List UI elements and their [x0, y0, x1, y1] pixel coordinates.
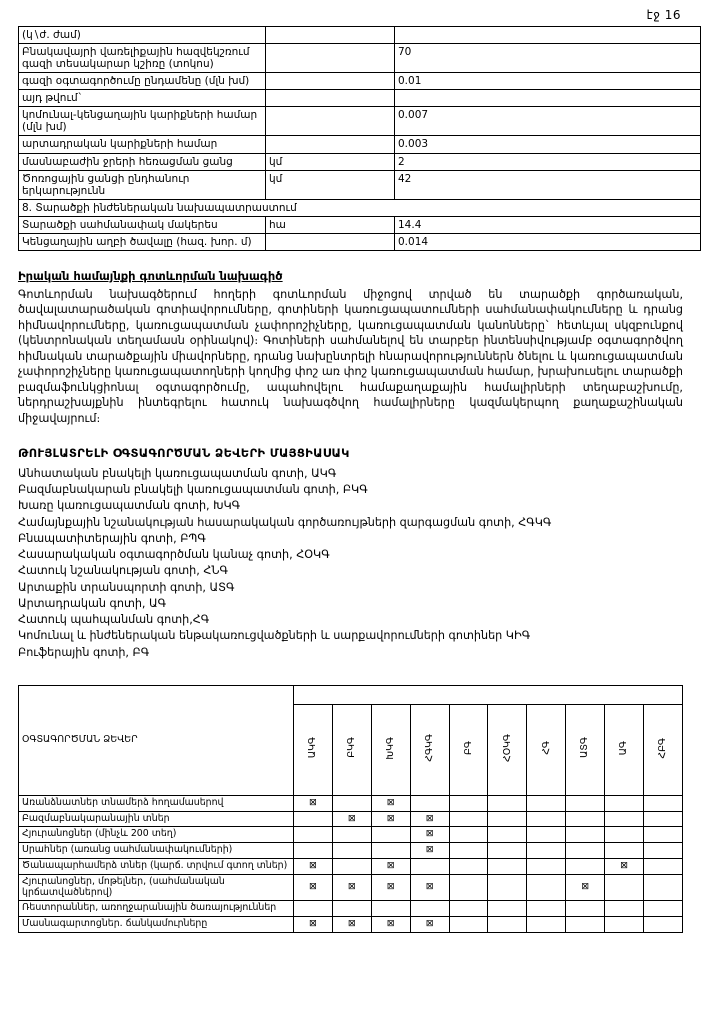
matrix-cell	[332, 827, 371, 843]
list-item: Արտադրական գոտի, ԱԳ	[18, 596, 167, 610]
matrix-cell	[410, 859, 449, 875]
table-row	[19, 859, 683, 875]
param-value: 14.4	[395, 216, 701, 233]
matrix-cell	[644, 843, 683, 859]
matrix-col-head	[332, 704, 371, 795]
param-value: 70	[395, 44, 701, 73]
param-label: Տարածքի սահմանափակ մակերես	[19, 216, 266, 233]
matrix-cell	[605, 843, 644, 859]
matrix-cell	[527, 811, 566, 827]
matrix-col-label: ԱԳ	[618, 740, 630, 755]
table-row	[19, 843, 683, 859]
param-value: 2	[395, 153, 701, 170]
param-label: Կենցաղային աղբի ծավալը (հազ. խոր. մ)	[19, 233, 266, 250]
matrix-cell	[410, 795, 449, 811]
matrix-cell	[449, 859, 488, 875]
list-item: Համայնքային նշանակության հասարակական գործառույթների զարգացման գոտի, ՀԳԿԳ	[18, 515, 552, 529]
table-row	[19, 107, 701, 136]
param-value: 0.003	[395, 136, 701, 153]
matrix-cell: ⊠	[410, 811, 449, 827]
param-unit: կմ	[266, 153, 395, 170]
matrix-cell	[527, 917, 566, 933]
matrix-cell	[449, 827, 488, 843]
param-label: Բնակավայրի վառելիքային հազվեկշռում գազի տեսակարար կշիռը (տոկոս)	[19, 44, 266, 73]
table-row	[19, 136, 701, 153]
matrix-col-label: ՀԲԳ	[657, 737, 669, 759]
matrix-col-head	[644, 704, 683, 795]
list-item: Հատուկ պահպանման գոտի,ՀԳ	[18, 613, 210, 627]
matrix-cell: ⊠	[605, 859, 644, 875]
matrix-cell	[566, 795, 605, 811]
param-value	[395, 27, 701, 44]
matrix-cell	[644, 811, 683, 827]
matrix-cell	[605, 811, 644, 827]
matrix-col-head	[488, 704, 527, 795]
matrix-row-label: Հյուրանոցներ (մինչև 200 տեղ)	[19, 827, 294, 843]
matrix-col-head	[527, 704, 566, 795]
matrix-cell: ⊠	[371, 859, 410, 875]
matrix-title-cell: ՕԳՏԱԳՈՐԾՄԱՆ ՁԵՎԵՐ	[19, 685, 294, 795]
matrix-cell: ⊠	[566, 874, 605, 901]
matrix-cell	[449, 811, 488, 827]
table-row	[19, 216, 701, 233]
matrix-cell	[566, 843, 605, 859]
matrix-header-row	[19, 685, 683, 704]
matrix-col-head	[410, 704, 449, 795]
matrix-col-label: ԲԳ	[462, 740, 474, 755]
list-item: Արտաքին տրանսպորտի գոտի, ԱՏԳ	[18, 580, 235, 594]
table-row	[19, 795, 683, 811]
matrix-cell	[605, 901, 644, 917]
table-row	[19, 901, 683, 917]
matrix-row-label: Հյուրանոցներ, մոթելներ, (սահմանական կրճատվածներով)	[19, 874, 294, 901]
list-item: Անհատական բնակելի կառուցապատման գոտի, ԱԿԳ	[18, 466, 337, 480]
param-value: 0.014	[395, 233, 701, 250]
matrix-cell	[332, 795, 371, 811]
matrix-cell	[449, 874, 488, 901]
matrix-cell: ⊠	[294, 874, 333, 901]
matrix-row-label: Սրահներ (առանց սահմանափակումների)	[19, 843, 294, 859]
param-unit: կմ	[266, 170, 395, 199]
matrix-cell	[644, 901, 683, 917]
matrix-cell: ⊠	[410, 874, 449, 901]
zoning-body-paragraph: Գոտևորման նախագծերում հողերի գոտևորման միջոցով տրված են տարածքի գործառական, ծավալատարածական գոտիավորումները, գոտիների կառուցապատումների սահմանափակումները և դրանց հիմնավորումները, կառուցապատման չափորոշիչները, կառուցապատման կանոնները` հետևյալ սկզբունքով (կենտրոնական տեղամասն օրինակով)։ Գոտիների սահմանելով են տարբեր ինտենսիվությամբ օգտագործվող հիմնական տարածքային միավորները, դրանց նախընտրելի հնարավորություններն ծնելու և կառուցապատման չափորոշիչները կառուցապատողների կողմից փոշ առ փոշ կառուցապատման համար, խրախուսելու տարածքի բազմաֆունկցիոնալ օգտագործումը, ապահովելու համաքաղաքային համալիրների տեղաբաշխումը, ներդրաշխայքնին ինտեգրելու հատուկ նախագծվող համալիրները կազմակերպող քաղաքաշինական միջավայրում։	[18, 287, 683, 425]
matrix-col-label: ԽԿԳ	[385, 736, 397, 760]
param-label: (կ∖ժ. ժամ)	[19, 27, 266, 44]
matrix-row-label: Առանձնատներ տնամերձ հողամասերով	[19, 795, 294, 811]
matrix-cell	[488, 874, 527, 901]
param-label: գազի օգտագործումը ընդամենը (մլն խմ)	[19, 73, 266, 90]
param-unit	[266, 233, 395, 250]
matrix-cell	[605, 827, 644, 843]
param-value: 42	[395, 170, 701, 199]
param-label: Ծոռոցային ցանցի ընդհանուր երկարությունն	[19, 170, 266, 199]
matrix-col-head	[294, 704, 333, 795]
list-item: Հասարակական օգտագործման կանաչ գոտի, ՀՕԿԳ	[18, 548, 330, 562]
matrix-col-label: ԱՏԳ	[579, 737, 591, 759]
matrix-cell	[644, 874, 683, 901]
table-row	[19, 874, 683, 901]
matrix-cell	[332, 901, 371, 917]
matrix-cell	[488, 859, 527, 875]
matrix-cell	[527, 843, 566, 859]
matrix-col-label: ԲԿԳ	[346, 737, 358, 759]
parameters-table	[18, 26, 701, 251]
param-section-label: 8. Տարածքի ինժեներական նախապատրաստում	[19, 199, 701, 216]
matrix-col-head	[566, 704, 605, 795]
matrix-col-label: ՀԳԿԳ	[423, 734, 435, 762]
page-number: էջ 16	[646, 8, 681, 22]
matrix-row-label: Ռեստորաններ, առողջարանային ծառայություններ	[19, 901, 294, 917]
matrix-cell	[294, 901, 333, 917]
matrix-cell	[488, 811, 527, 827]
matrix-cell	[644, 827, 683, 843]
table-row	[19, 27, 701, 44]
matrix-cell	[644, 917, 683, 933]
list-item: Բազմաբնակարան բնակելի կառուցապատման գոտի, ԲԿԳ	[18, 483, 368, 497]
table-row	[19, 153, 701, 170]
matrix-cell: ⊠	[332, 874, 371, 901]
matrix-cell	[527, 859, 566, 875]
param-unit	[266, 136, 395, 153]
matrix-cell	[566, 859, 605, 875]
matrix-cell	[449, 795, 488, 811]
matrix-cell	[449, 901, 488, 917]
matrix-cell: ⊠	[371, 795, 410, 811]
parameters-table-body	[19, 27, 701, 251]
param-label: արտադրական կարիքների համար	[19, 136, 266, 153]
table-row	[19, 170, 701, 199]
matrix-col-label: ԱԿԳ	[307, 737, 319, 759]
param-label: այդ թվում`	[19, 90, 266, 107]
matrix-cell	[566, 917, 605, 933]
table-row	[19, 73, 701, 90]
matrix-cell	[566, 811, 605, 827]
list-item: Բուֆերային գոտի, ԲԳ	[18, 645, 150, 659]
table-row	[19, 90, 701, 107]
matrix-cell	[449, 917, 488, 933]
abbreviations-list	[18, 466, 683, 661]
matrix-cell: ⊠	[294, 859, 333, 875]
param-unit	[266, 90, 395, 107]
matrix-cell	[294, 843, 333, 859]
matrix-cell	[644, 859, 683, 875]
abbreviations-title: ԹՈՒՅԼԱՏՐԵԼԻ ՕԳՏԱԳՈՐԾՄԱՆ ՁԵՎԵՐԻ ՄԱՅՑԻԱՍԱԿ	[18, 445, 350, 460]
matrix-cell	[527, 795, 566, 811]
matrix-cell	[527, 901, 566, 917]
param-unit	[266, 27, 395, 44]
matrix-cell	[566, 827, 605, 843]
matrix-cell	[371, 901, 410, 917]
matrix-cell: ⊠	[332, 811, 371, 827]
matrix-cell	[371, 827, 410, 843]
table-section-row	[19, 199, 701, 216]
param-unit	[266, 44, 395, 73]
matrix-cell: ⊠	[294, 917, 333, 933]
matrix-cell: ⊠	[371, 874, 410, 901]
matrix-cell	[488, 795, 527, 811]
matrix-cell: ⊠	[294, 795, 333, 811]
list-item: Բնապատիտերային գոտի, ԲՊԳ	[18, 531, 206, 545]
matrix-col-label: ՀԳ	[540, 740, 552, 755]
list-item: Կոմունալ և ինժեներական ենթակառուցվածքների և սարքավորումների գոտիներ ԿԻԳ	[18, 629, 531, 643]
param-value	[395, 90, 701, 107]
matrix-cell: ⊠	[410, 843, 449, 859]
matrix-cell: ⊠	[332, 917, 371, 933]
section-heading-zoning: Իրական համայնքի գոտևորման նախագիծ	[18, 268, 283, 283]
param-value: 0.007	[395, 107, 701, 136]
param-label: կոմունալ-կենցաղային կարիքների համար (մլն խմ)	[19, 107, 266, 136]
table-row	[19, 44, 701, 73]
table-row	[19, 811, 683, 827]
param-value: 0.01	[395, 73, 701, 90]
matrix-cell	[294, 827, 333, 843]
matrix-cell	[294, 811, 333, 827]
table-row	[19, 917, 683, 933]
param-label: մասնաբաժին ջրերի հեռացման ցանց	[19, 153, 266, 170]
matrix-cell	[449, 843, 488, 859]
matrix-cell	[527, 874, 566, 901]
matrix-cell	[332, 859, 371, 875]
matrix-col-label: ՀՕԿԳ	[501, 733, 513, 762]
param-unit	[266, 73, 395, 90]
matrix-cell	[332, 843, 371, 859]
matrix-cell	[488, 917, 527, 933]
table-row	[19, 233, 701, 250]
matrix-cell	[605, 795, 644, 811]
matrix-cell	[644, 795, 683, 811]
table-row	[19, 827, 683, 843]
param-unit: հա	[266, 216, 395, 233]
matrix-cell	[488, 843, 527, 859]
matrix-cell	[488, 827, 527, 843]
matrix-col-head	[605, 704, 644, 795]
matrix-cell	[605, 874, 644, 901]
matrix-row-label: Ծանապարհամերձ տներ (կարճ. տրվում գտող տներ)	[19, 859, 294, 875]
matrix-body	[19, 685, 683, 932]
matrix-row-label: Բազմաբնակարանային տներ	[19, 811, 294, 827]
matrix-cell	[527, 827, 566, 843]
matrix-cell	[488, 901, 527, 917]
matrix-cell	[566, 901, 605, 917]
list-item: Խառը կառուցապատման գոտի, ԽԿԳ	[18, 499, 241, 513]
matrix-cell: ⊠	[410, 827, 449, 843]
permitted-uses-matrix	[18, 685, 683, 933]
matrix-cell: ⊠	[371, 917, 410, 933]
matrix-row-label: Մասնագարտոցներ. ճանկամուրները	[19, 917, 294, 933]
matrix-cell: ⊠	[371, 811, 410, 827]
param-unit	[266, 107, 395, 136]
matrix-header-blank	[294, 685, 683, 704]
matrix-cell	[410, 901, 449, 917]
list-item: Հատուկ նշանակության գոտի, ՀՆԳ	[18, 564, 228, 578]
matrix-col-head	[371, 704, 410, 795]
matrix-cell	[371, 843, 410, 859]
matrix-cell	[605, 917, 644, 933]
matrix-cell: ⊠	[410, 917, 449, 933]
matrix-col-head	[449, 704, 488, 795]
